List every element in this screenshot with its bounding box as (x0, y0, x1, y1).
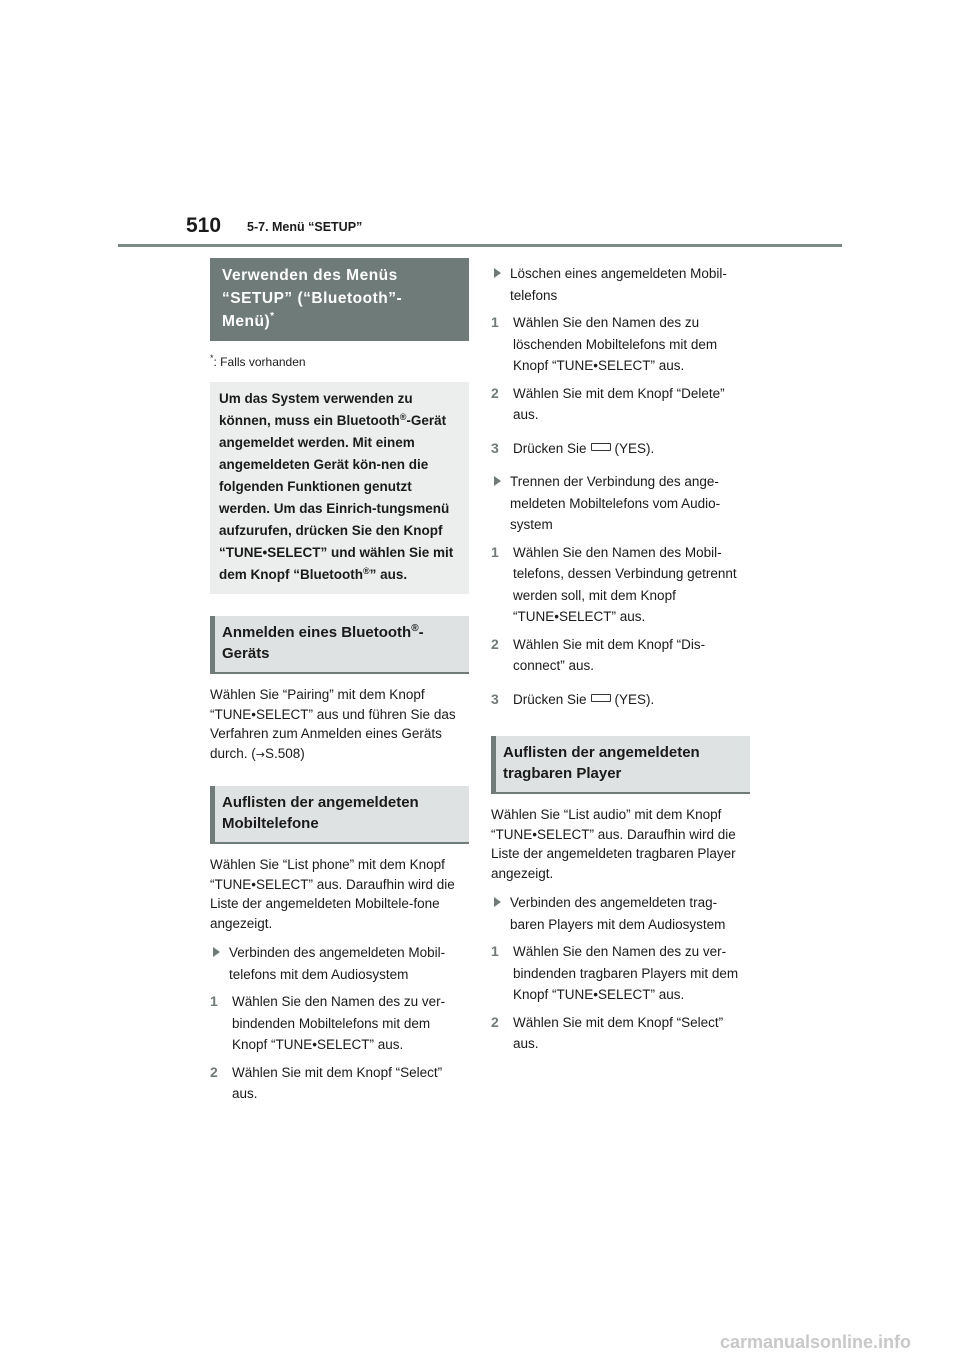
title-line-2: “SETUP” (“Bluetooth”- (222, 290, 403, 307)
step-number: 2 (491, 635, 499, 652)
step-number: 1 (491, 543, 499, 560)
step-number: 2 (491, 384, 499, 401)
chapter-title-box (210, 258, 469, 341)
step-item (491, 1012, 750, 1055)
page-number: 510 (186, 214, 222, 237)
section-heading-text: Anmelden eines Bluetooth (222, 624, 412, 641)
step-item (491, 941, 750, 1006)
footnote (210, 350, 469, 370)
left-column (210, 258, 469, 1105)
list-phone-paragraph: Wählen Sie “List phone” mit dem Knopf “TUNE•SELECT” aus. Daraufhin wird die Liste der angemeldeten Mobiltele-fone angezeigt. (210, 857, 455, 931)
step-text: Wählen Sie mit dem Knopf “Dis-connect” aus. (513, 636, 706, 673)
list-audio-paragraph: Wählen Sie “List audio” mit dem Knopf “TUNE•SELECT” aus. Daraufhin wird die Liste der angemeldeten tragbaren Player angezeigt. (491, 807, 736, 881)
footnote-marker: * (210, 353, 214, 363)
section-heading-list-phone: Auflisten der angemeldeten Mobiltelefone (210, 786, 469, 844)
step-number: 1 (491, 943, 499, 959)
title-line-3 (222, 310, 459, 333)
header-rule (118, 244, 842, 247)
step-text: (YES). (614, 691, 655, 707)
intro-box (210, 382, 469, 594)
step-number: 3 (491, 439, 499, 456)
step-number: 1 (210, 993, 218, 1009)
step-item (491, 383, 750, 426)
paragraph-text: Wählen Sie “Pairing” mit dem Knopf “TUNE•SELECT” aus und führen Sie das Verfahren zum Anmelden eines Geräts durch. ( (210, 687, 456, 761)
bullet-item (210, 942, 469, 985)
bullet-text: Trennen der Verbindung des ange-meldeten Mobiltelefons vom Audio-system (510, 474, 721, 532)
step-item (210, 1062, 469, 1105)
section-heading-text: -Geräts (222, 624, 424, 662)
step-text: Wählen Sie mit dem Knopf “Select” aus. (513, 1014, 724, 1051)
intro-text-3: ” aus. (369, 567, 408, 582)
title-line-1: Verwenden des Menüs (222, 267, 398, 284)
bullet-item (491, 892, 750, 935)
watermark: carmanualsonline.info (720, 1332, 912, 1352)
step-text: Wählen Sie den Namen des zu ver-bindenden tragbaren Players mit dem Knopf “TUNE•SELECT” aus. (513, 944, 739, 1002)
step-number: 1 (491, 314, 499, 330)
triangle-bullet-icon (494, 268, 501, 278)
running-head: 5-7. Menü “SETUP” (247, 220, 363, 234)
bullet-item (491, 263, 750, 306)
triangle-bullet-icon (494, 476, 501, 486)
button-icon (591, 443, 611, 451)
registered-mark: ® (399, 412, 407, 422)
intro-text-1: Um das System verwenden zu können, muss ein Bluetooth (219, 391, 413, 428)
registered-mark: ® (411, 623, 419, 634)
triangle-bullet-icon (213, 947, 220, 957)
right-column (491, 254, 750, 1055)
bullet-text: Verbinden des angemeldeten trag-baren Players mit dem Audiosystem (510, 895, 726, 932)
step-text: Wählen Sie den Namen des zu ver-bindenden Mobiltelefons mit dem Knopf “TUNE•SELECT” aus. (232, 994, 446, 1052)
triangle-bullet-icon (494, 897, 501, 907)
bullet-item (491, 471, 750, 536)
step-text: Drücken Sie (513, 691, 587, 707)
step-item (491, 634, 750, 677)
registered-mark: ® (362, 566, 370, 576)
step-text: Wählen Sie den Namen des Mobil-telefons, dessen Verbindung getrennt werden soll, mit dem Knopf “TUNE•SELECT” aus. (513, 544, 737, 624)
step-item (491, 312, 750, 377)
page-reference[interactable]: S.508) (265, 745, 305, 761)
step-text: Wählen Sie mit dem Knopf “Delete” aus. (513, 385, 725, 422)
bullet-text: Löschen eines angemeldeten Mobil-telefons (510, 266, 727, 303)
step-item (491, 438, 750, 460)
step-text: Wählen Sie den Namen des zu löschenden Mobiltelefons mit dem Knopf “TUNE•SELECT” aus. (513, 315, 718, 373)
step-number: 2 (210, 1063, 218, 1080)
intro-text-2: -Gerät angemeldet werden. Mit einem angemeldeten Gerät kön-nen die folgenden Funktionen genutzt werden. Um das Einrich-tungsmenü aufzurufen, drücken Sie den Knopf “TUNE•SELECT” und wählen Sie mit dem Knopf “Bluetooth (219, 413, 454, 582)
bullet-text: Verbinden des angemeldeten Mobil-telefons mit dem Audiosystem (229, 945, 446, 982)
step-number: 2 (491, 1013, 499, 1030)
arrow-icon: → (255, 747, 265, 761)
step-item (491, 689, 750, 711)
title-marker: * (270, 311, 275, 322)
step-item (491, 542, 750, 628)
step-item (210, 991, 469, 1056)
button-icon (591, 694, 611, 702)
step-number: 3 (491, 690, 499, 707)
section-heading-list-audio: Auflisten der angemeldeten tragbaren Player (491, 736, 750, 794)
pairing-paragraph (210, 685, 469, 764)
step-text: Wählen Sie mit dem Knopf “Select” aus. (232, 1064, 443, 1101)
footnote-text: : Falls vorhanden (213, 355, 306, 369)
step-text: Drücken Sie (513, 440, 587, 456)
step-text: (YES). (614, 440, 655, 456)
title-line-3-text: Menü) (222, 313, 271, 330)
section-heading-pairing (210, 616, 469, 674)
